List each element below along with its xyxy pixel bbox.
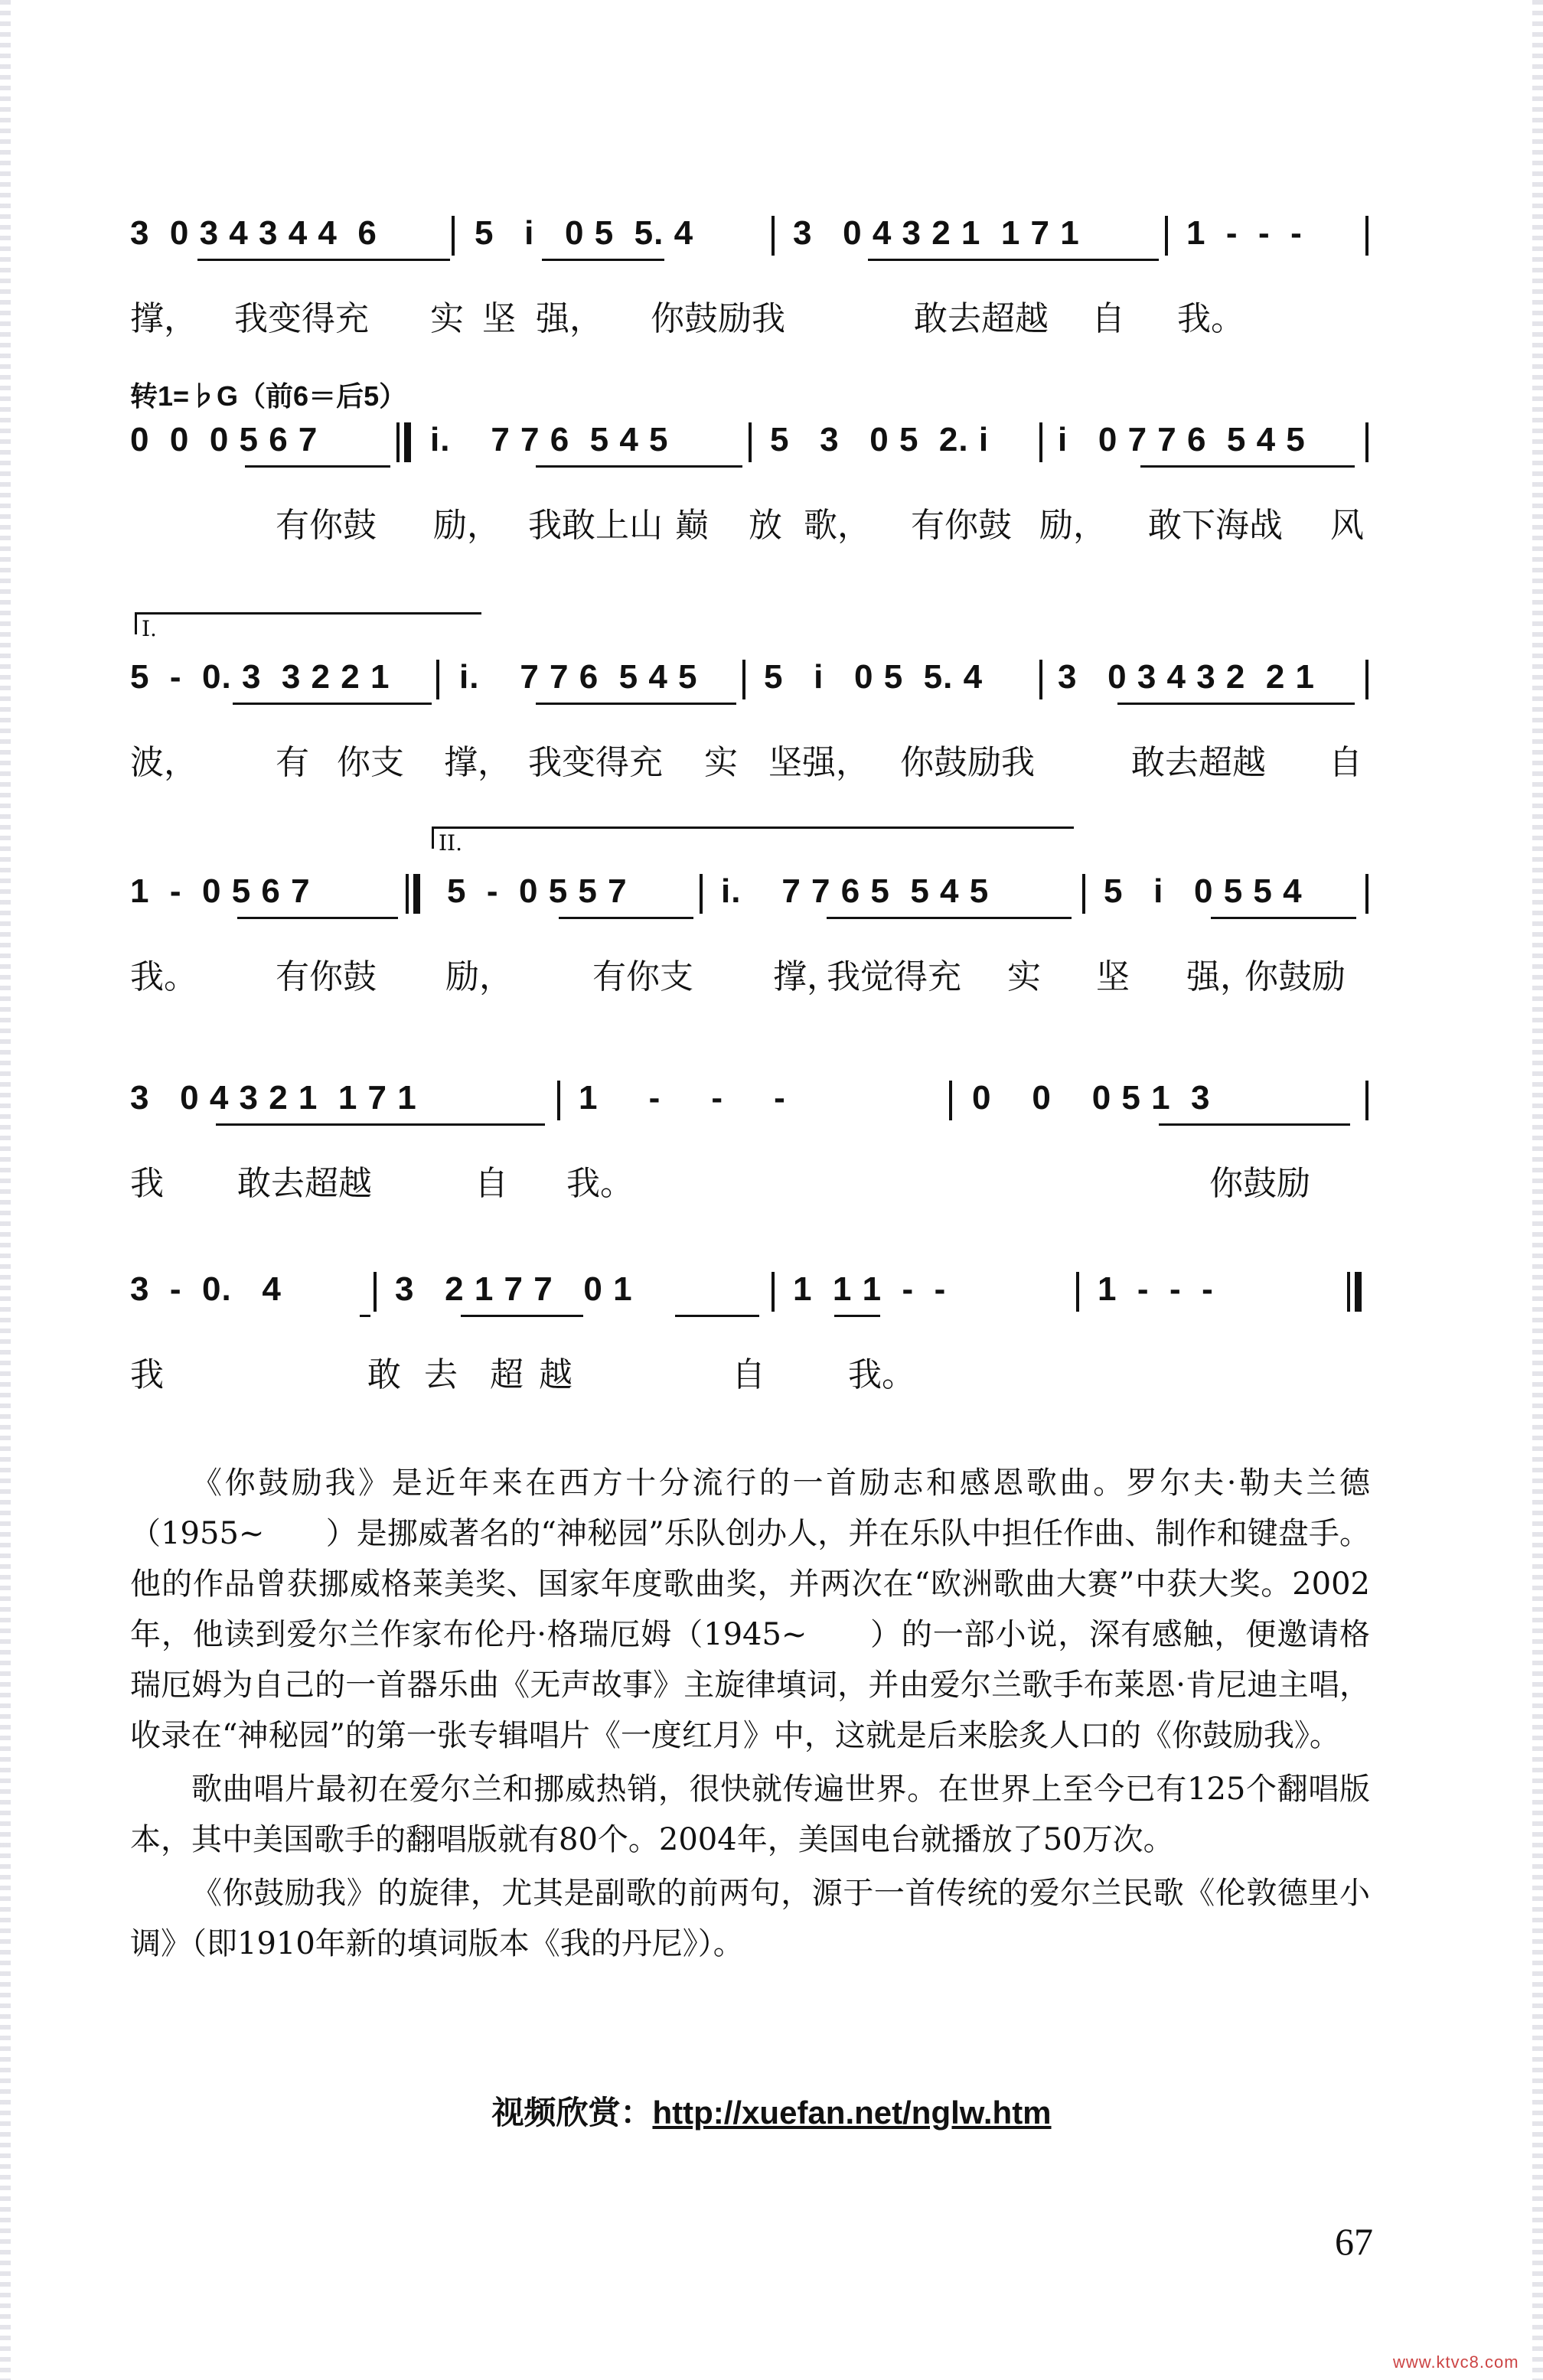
lyric: 我变得充 [528, 743, 663, 782]
barline [1076, 1272, 1079, 1312]
lyric: 放 [749, 506, 782, 545]
measure: 5 i 0 5 5. 4 [475, 214, 694, 252]
lyric: 撑， [773, 957, 840, 996]
lyric: 励， [445, 957, 513, 996]
lyric: 撑， [130, 299, 197, 338]
lyric: 去 [424, 1355, 458, 1394]
barline [1365, 216, 1368, 256]
lyric: 坚强， [768, 743, 869, 782]
lyric: 巅 [675, 506, 709, 545]
lyric: 你支 [337, 743, 404, 782]
notation-line [130, 658, 1370, 704]
lyrics-line [130, 735, 1370, 781]
lyric: 你鼓励我 [900, 743, 1035, 782]
measure: 0 0 0 5 6 7 [130, 421, 318, 458]
repeat-end-barline [406, 874, 409, 914]
beam [1140, 465, 1355, 468]
lyrics-line [130, 291, 1370, 337]
measure: 3 0 4 3 2 1 1 7 1 [130, 1079, 417, 1117]
article-paragraph: 《你鼓励我》的旋律，尤其是副歌的前两句，源于一首传统的爱尔兰民歌《伦敦德里小调》（即1910年新的填词版本《我的丹尼》）。 [130, 1876, 1370, 1961]
beam [542, 259, 664, 261]
lyric: 越 [539, 1355, 573, 1394]
barline [374, 1272, 377, 1312]
measure: 0 0 0 5 1 3 [972, 1079, 1211, 1117]
right-page-edge [1532, 0, 1543, 2380]
barline [557, 1081, 560, 1120]
lyric: 坚 [1096, 957, 1130, 996]
lyric: 自 [1091, 299, 1125, 338]
lyric: 有你鼓 [276, 506, 377, 545]
barline [1082, 874, 1085, 914]
lyrics-line [130, 497, 1370, 543]
lyric: 敢去超越 [914, 299, 1049, 338]
video-link-line [0, 2088, 1543, 2134]
video-url-link[interactable]: http://xuefan.net/nglw.htm [652, 2095, 1052, 2131]
barline [1039, 422, 1042, 462]
measure: i 0 7 7 6 5 4 5 [1058, 421, 1306, 458]
barline [1365, 874, 1368, 914]
lyric: 撑， [444, 743, 511, 782]
beam [834, 1315, 880, 1317]
beam [216, 1123, 545, 1126]
lyric: 有你鼓 [911, 506, 1012, 545]
lyric: 励， [433, 506, 501, 545]
lyric: 我。 [566, 1164, 634, 1203]
volta-label: I. [142, 616, 157, 641]
lyric: 自 [732, 1355, 765, 1394]
lyric: 我。 [848, 1355, 915, 1394]
barline [772, 216, 775, 256]
article-paragraph: 歌曲唱片最初在爱尔兰和挪威热销，很快就传遍世界。在世界上至今已有125个翻唱版本，其中美国歌手的翻唱版就有80个。2004年，美国电台就播放了50万次。 [130, 1772, 1370, 1857]
barline [1039, 660, 1042, 699]
notation-line [130, 421, 1370, 467]
lyrics-line [130, 949, 1370, 995]
measure: 1 - - - [579, 1079, 786, 1117]
barline [1365, 422, 1368, 462]
barline [949, 1081, 952, 1120]
lyric: 坚 [482, 299, 516, 338]
lyric: 敢去超越 [1131, 743, 1266, 782]
lyric: 波， [130, 743, 197, 782]
lyric: 我变得充 [234, 299, 369, 338]
lyric: 你鼓励 [1209, 1164, 1310, 1203]
lyric: 励， [1039, 506, 1107, 545]
barline [1365, 660, 1368, 699]
lyric: 你鼓励我 [651, 299, 785, 338]
beam [237, 917, 398, 919]
beam [868, 259, 1159, 261]
measure: 3 0 4 3 2 1 1 7 1 [793, 214, 1080, 252]
measure: 3 2 1 7 7 0 1 [395, 1270, 633, 1308]
lyric: 敢 [367, 1355, 401, 1394]
barline [1165, 216, 1168, 256]
volta-label: II. [439, 830, 463, 856]
volta-bracket-1 [135, 612, 481, 641]
lyric: 强， [1186, 957, 1254, 996]
measure: i. 7 7 6 5 4 5 [459, 658, 698, 696]
lyric: 自 [475, 1164, 508, 1203]
volta-bracket-2 [432, 826, 1074, 856]
lyrics-line [130, 1347, 1370, 1393]
barline [1365, 1081, 1368, 1120]
notation-line [130, 1270, 1370, 1316]
measure: 5 3 0 5 2. i [770, 421, 990, 458]
lyric: 实 [704, 743, 738, 782]
lyrics-line [130, 1156, 1370, 1201]
lyric: 有 [276, 743, 309, 782]
watermark: www.ktvc8.com [1393, 2352, 1519, 2372]
lyric: 敢去超越 [237, 1164, 372, 1203]
beam [1117, 703, 1355, 705]
measure: 5 i 0 5 5. 4 [764, 658, 984, 696]
lyric: 敢下海战 [1148, 506, 1283, 545]
lyric: 风 [1330, 506, 1364, 545]
beam [1159, 1123, 1350, 1126]
beam [827, 917, 1072, 919]
lyric: 有你支 [592, 957, 693, 996]
key-change-label: 转1=♭G（前6＝后5） [130, 380, 407, 412]
lyric: 我。 [130, 957, 197, 996]
measure: 3 0 3 4 3 2 2 1 [1058, 658, 1316, 696]
measure: 5 - 0 5 5 7 [447, 872, 628, 910]
lyric: 歌， [804, 506, 871, 545]
barline [700, 874, 703, 914]
lyric: 我觉得充 [827, 957, 961, 996]
barline [742, 660, 745, 699]
lyric: 我 [130, 1164, 164, 1203]
barline [772, 1272, 775, 1312]
barline [749, 422, 752, 462]
measure: i. 7 7 6 5 5 4 5 [721, 872, 990, 910]
measure: 1 - 0 5 6 7 [130, 872, 311, 910]
lyric: 你鼓励 [1245, 957, 1346, 996]
lyric: 实 [430, 299, 464, 338]
beam [675, 1315, 759, 1317]
beam [536, 703, 736, 705]
measure: 1 - - - [1098, 1270, 1214, 1308]
left-page-edge [0, 0, 11, 2380]
lyric: 超 [490, 1355, 524, 1394]
beam [233, 703, 432, 705]
repeat-start-barline [396, 422, 400, 462]
beam [559, 917, 693, 919]
beam [360, 1315, 370, 1317]
measure: 3 - 0. 4 [130, 1270, 282, 1308]
lyric: 有你鼓 [276, 957, 377, 996]
lyric: 自 [1329, 743, 1362, 782]
final-barline [1347, 1272, 1350, 1312]
lyric: 我。 [1177, 299, 1245, 338]
beam [461, 1315, 583, 1317]
article-text [130, 1458, 1370, 1972]
notation-line [130, 214, 1370, 260]
measure: i. 7 7 6 5 4 5 [430, 421, 669, 458]
page-number: 67 [1335, 2220, 1373, 2263]
measure: 5 i 0 5 5 4 [1104, 872, 1303, 910]
lyric: 我 [130, 1355, 164, 1394]
notation-line [130, 1079, 1370, 1125]
video-label: 视频欣赏： [491, 2095, 653, 2131]
measure: 5 - 0. 3 3 2 2 1 [130, 658, 390, 696]
article-paragraph: 《你鼓励我》是近年来在西方十分流行的一首励志和感恩歌曲。罗尔夫·勒夫兰德（1955~ ）是挪威著名的“神秘园”乐队创办人，并在乐队中担任作曲、制作和键盘手。他的作品曾获挪威格莱美奖、国家年度歌曲奖，并两次在“欧洲歌曲大赛”中获大奖。2002年，他读到爱尔兰作家布伦丹·格瑞厄姆（1945~ ）的一部小说，深有感触，便邀请格瑞厄姆为自己的一首器乐曲《无声故事》主旋律填词，并由爱尔兰歌手布莱恩·肯尼迪主唱，收录在“神秘园”的第一张专辑唱片《一度红月》中，这就是后来脍炙人口的《你鼓励我》。 [130, 1465, 1370, 1753]
lyric: 强， [536, 299, 603, 338]
measure: 3 0 3 4 3 4 4 6 [130, 214, 377, 252]
barline [452, 216, 455, 256]
notation-line [130, 872, 1370, 918]
beam [197, 259, 450, 261]
barline [436, 660, 439, 699]
beam [536, 465, 742, 468]
lyric: 我敢上山 [528, 506, 663, 545]
measure: 1 1 1 - - [793, 1270, 947, 1308]
measure: 1 - - - [1186, 214, 1303, 252]
beam [1211, 917, 1356, 919]
beam [245, 465, 390, 468]
lyric: 实 [1007, 957, 1041, 996]
